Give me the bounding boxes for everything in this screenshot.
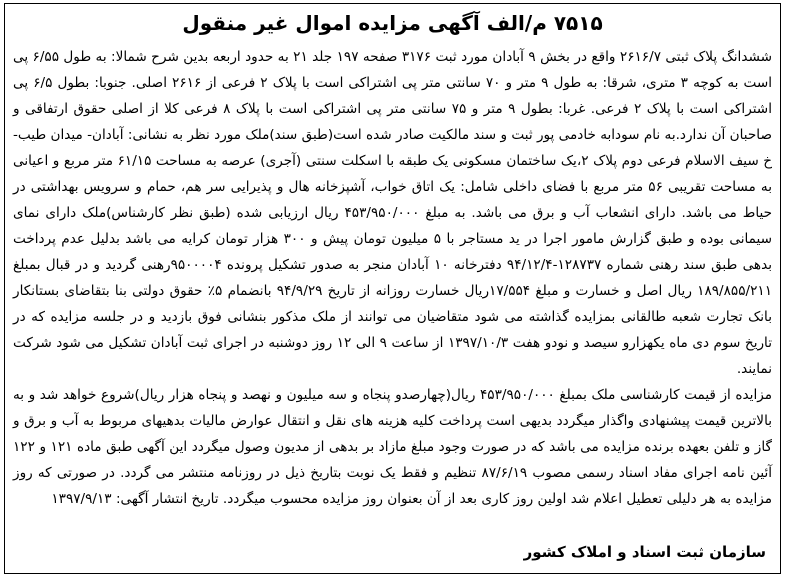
notice-signature: سازمان ثبت اسناد و املاک کشور xyxy=(523,543,766,561)
notice-frame xyxy=(4,3,781,574)
notice-body xyxy=(13,44,772,512)
notice-title: ۷۵۱۵ م/الف آگهی مزایده اموال غیر منقول xyxy=(182,11,603,35)
notice-paragraph-auction-terms: مزایده از قیمت کارشناسی ملک بمبلغ ۴۵۳/۹۵۰/۰۰۰ ریال(چهارصدو پنجاه و سه میلیون و نهصد و پنجاه هزار ریال)شروع خواهد شد و به بالاترین قیمت پیشنهادی واگذار میگردد بدیهی است پرداخت کلیه هزینه های نقل و انتقال عوارض مالیات بدهیهای مربوط به آب و برق و گاز و تلفن بعهده برنده مزایده می باشد که در صورت وجود مبلغ مازاد بر بدهی از مدیون وصول میگردد این آگهی طبق ماده ۱۲۱ و ۱۲۲ آئین نامه اجرای مفاد اسناد رسمی مصوب ۸۷/۶/۱۹ تنظیم و فقط یک نوبت بتاریخ ذیل در روزنامه منتشر می گردد. در صورتی که روز مزایده به هر دلیلی تعطیل اعلام شد اولین روز کاری بعد از آن بعنوان روز مزایده محسوب میگردد. تاریخ انتشار آگهی: ۱۳۹۷/۹/۱۳ xyxy=(13,387,773,507)
notice-paragraph-property-details: ششدانگ پلاک ثبتی ۲۶۱۶/۷ واقع در بخش ۹ آبادان مورد ثبت ۳۱۷۶ صفحه ۱۹۷ جلد ۲۱ به حدود اربعه بدین شرح شمالا: به طول ۶/۵۵ پی است به کوچه ۳ متری، شرقا: به طول ۹ متر و ۷۰ سانتی متر پی اشتراکی است با پلاک ۲ فرعی از ۲۶۱۶ اصلی. جنوبا: بطول ۶/۵ پی اشتراکی است با پلاک ۲ فرعی. غربا: بطول ۹ متر و ۷۵ سانتی متر پی اشتراکی است با پلاک ۸ فرعی کلا از اصلی حقوق ارتفاقی و صاحبان آن ندارد.به نام سودابه خادمی پور ثبت و سند مالکیت صادر شده است(طبق سند)ملک مورد نظر به نشانی: آبادان- میدان طیب- خ سیف الاسلام فرعی دوم پلاک ۲،یک ساختمان مسکونی یک طبقه با اسکلت سنتی (آجری) عرصه به مساحت ۶۱/۱۵ متر مربع و اعیانی به مساحت تقریبی ۵۶ متر مربع با فضای داخلی شامل: یک اتاق خواب، آشپزخانه هال و پذیرایی سر هم، حمام و سرویس بهداشتی در حیاط می باشد. دارای انشعاب آب و برق می باشد. به مبلغ ۴۵۳/۹۵۰/۰۰۰ ریال ارزیابی شده (طبق نظر کارشناس)ملک دارای نمای سیمانی بوده و طبق گزارش مامور اجرا در ید مستاجر با ۵ میلیون تومان پیش و ۳۰۰ هزار تومان کرایه می باشد بدلیل عدم پرداخت بدهی طبق سند رهنی شماره ۱۲۸۷۳۷-۹۴/۱۲/۴ دفترخانه ۱۰ آبادان منجر به صدور تشکیل پرونده ۹۵۰۰۰۰۴رهنی گردید و در قبال بمبلغ ۱۸۹/۸۵۵/۲۱۱ ریال اصل و خسارت و مبلغ ۱۷/۵۵۴ریال خسارت روزانه از تاریخ ۹۴/۹/۲۹ بانضمام ۵٪ حقوق دولتی بنا بتقاضای بستانکار بانک تجارت شعبه طالقانی بمزایده گذاشته می شود متقاضیان می توانند از ملک مذکور بنشانی فوق بازدید و در جلسه مزایده که در تاریخ سوم دی ماه یکهزارو سیصد و نودو هفت ۱۳۹۷/۱۰/۳ از ساعت ۹ الی ۱۲ روز دوشنبه در اجرای ثبت آبادان تشکیل می شود شرکت نمایند. xyxy=(13,49,773,377)
